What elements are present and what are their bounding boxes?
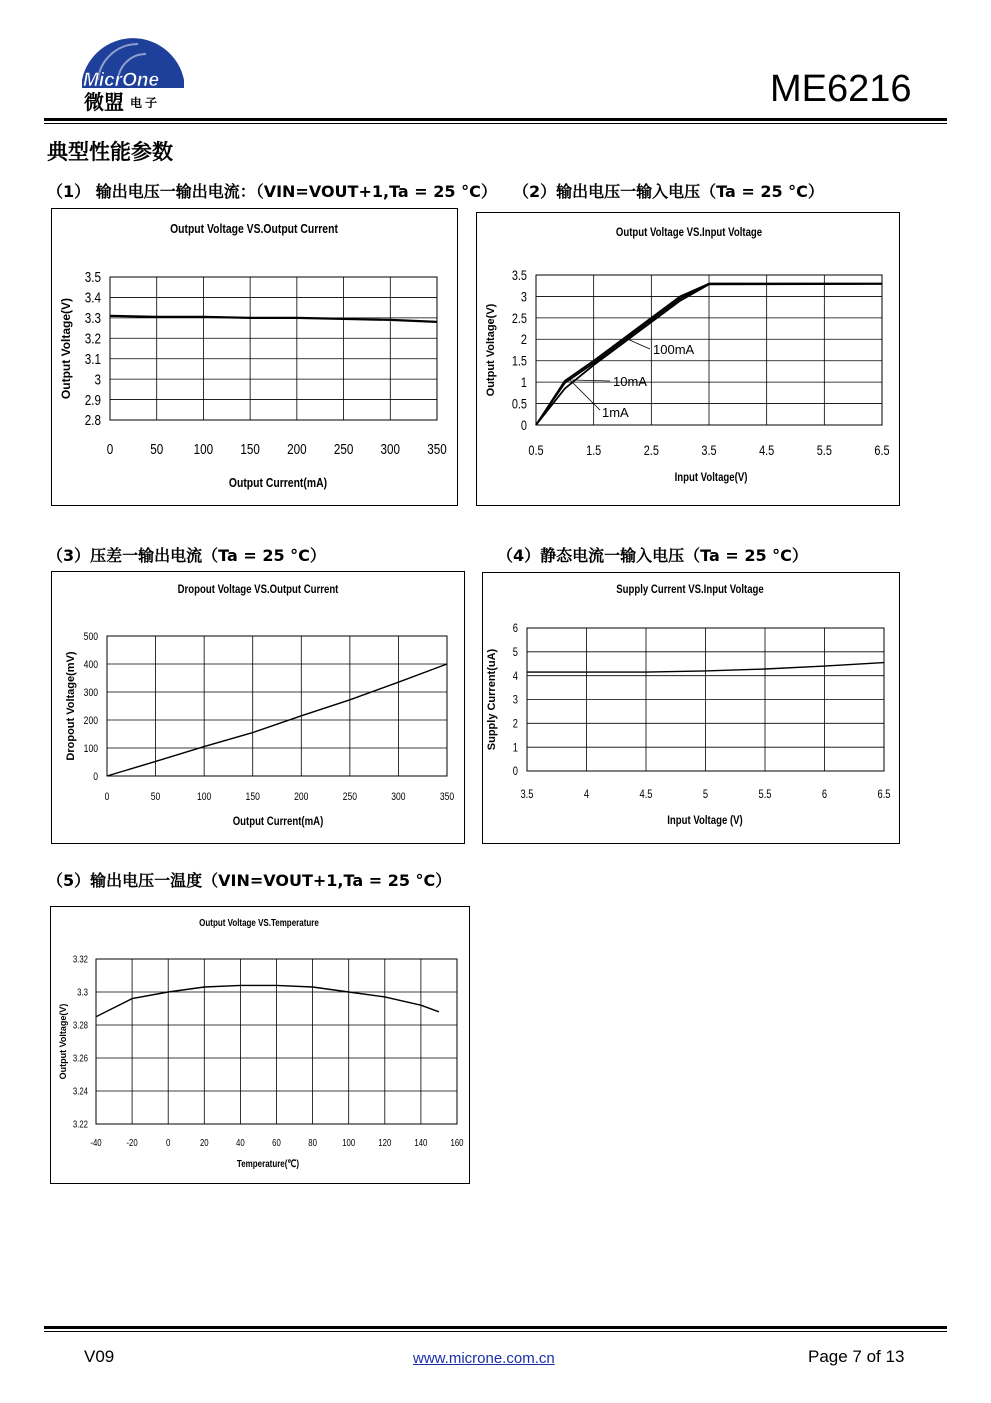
x-tick-label: 20	[199, 1137, 209, 1149]
x-tick-label: 250	[342, 791, 358, 804]
x-axis-label: Output Current(mA)	[228, 475, 328, 491]
y-tick-label: 3.22	[72, 1118, 88, 1130]
x-axis-label: Input Voltage (V)	[667, 814, 743, 828]
x-tick-label: 300	[380, 440, 401, 458]
x-tick-label: 200	[287, 440, 307, 458]
y-tick-label: 500	[83, 630, 98, 644]
y-tick-label: 6	[512, 622, 518, 636]
y-tick-label: 5	[512, 645, 518, 660]
part-number: ME6216	[770, 68, 912, 110]
x-tick-label: 6.5	[874, 442, 890, 459]
y-tick-label: 2	[520, 331, 527, 348]
x-tick-label: 4	[583, 787, 590, 802]
logo-cn-small: 电子	[130, 96, 161, 110]
x-axis-label: Output Current(mA)	[232, 815, 324, 829]
footer-version: V09	[84, 1347, 115, 1366]
y-axis-label: Output Voltage(V)	[485, 303, 497, 397]
y-tick-label: 2.8	[84, 411, 101, 429]
y-tick-label: 400	[83, 658, 98, 672]
x-tick-label: 150	[240, 440, 260, 458]
y-tick-label: 3	[520, 289, 527, 305]
x-tick-label: 6.5	[877, 787, 891, 802]
caption-5: （5）输出电压一温度（VIN=VOUT+1,Ta = 25 °C）	[47, 871, 452, 890]
x-tick-label: 2.5	[643, 442, 659, 459]
x-tick-label: 60	[272, 1137, 281, 1149]
annotation-leader	[568, 378, 600, 410]
chart4	[486, 583, 891, 827]
caption-2: （2）输出电压一输入电压（Ta = 25 °C）	[513, 182, 824, 201]
x-tick-label: 4.5	[759, 442, 775, 459]
y-tick-label: 0	[520, 417, 527, 434]
y-tick-label: 3	[94, 371, 101, 388]
x-tick-label: 100	[193, 440, 214, 458]
y-tick-label: 2	[512, 717, 518, 731]
x-tick-label: 0	[106, 440, 114, 458]
x-tick-label: 120	[378, 1137, 392, 1149]
logo-text: MicrOne	[83, 70, 160, 91]
chart3	[65, 583, 455, 828]
y-tick-label: 2.5	[511, 310, 527, 327]
x-tick-label: 0	[166, 1137, 171, 1149]
x-tick-label: 100	[342, 1137, 356, 1149]
x-tick-label: 4.5	[639, 787, 653, 802]
x-tick-label: 1.5	[586, 442, 602, 459]
y-tick-label: 3.26	[72, 1052, 88, 1064]
y-tick-label: 3.2	[84, 330, 101, 347]
footer-rule-thin	[44, 1331, 947, 1332]
y-tick-label: 0	[93, 770, 98, 784]
y-tick-label: 200	[83, 714, 98, 728]
chart-title: Output Voltage VS.Output Current	[170, 221, 338, 237]
y-axis-label: Output Voltage(V)	[59, 297, 73, 400]
x-tick-label: 140	[414, 1137, 428, 1149]
chart-title: Supply Current VS.Input Voltage	[616, 583, 764, 597]
annotation-label: 10mA	[613, 374, 647, 389]
y-tick-label: 3.5	[511, 267, 527, 284]
x-tick-label: 150	[245, 791, 260, 804]
x-tick-label: 5.5	[758, 787, 772, 802]
y-tick-label: 3.3	[77, 986, 88, 998]
chart2	[485, 226, 890, 484]
series-line-Vout	[96, 985, 439, 1016]
x-tick-label: 160	[450, 1137, 464, 1149]
chart-title: Output Voltage VS.Temperature	[199, 917, 319, 929]
y-axis-label: Dropout Voltage(mV)	[65, 651, 77, 761]
x-tick-label: 200	[294, 791, 309, 804]
y-tick-label: 0	[512, 765, 518, 779]
x-tick-label: 250	[333, 440, 354, 458]
x-tick-label: 0	[104, 791, 110, 804]
plot-area	[107, 636, 447, 776]
x-tick-label: 3.5	[520, 787, 534, 802]
y-tick-label: 1.5	[511, 353, 527, 369]
y-tick-label: 3.32	[72, 953, 88, 965]
y-tick-label: 3	[512, 693, 518, 708]
x-tick-label: 50	[150, 440, 164, 458]
x-tick-label: 80	[308, 1137, 317, 1149]
y-tick-label: 3.28	[72, 1019, 88, 1031]
y-tick-label: 3.24	[72, 1085, 88, 1097]
annotation-leader	[572, 380, 610, 381]
y-tick-label: 3.4	[84, 289, 101, 307]
footer-rule	[44, 1326, 947, 1329]
y-tick-label: 1	[520, 374, 527, 391]
y-tick-label: 4	[512, 669, 518, 684]
x-axis-label: Input Voltage(V)	[674, 471, 748, 485]
y-tick-label: 2.9	[84, 391, 101, 409]
series-line-Vout	[110, 316, 437, 322]
y-tick-label: 3.5	[84, 268, 101, 286]
y-axis-label: Output Voltage(V)	[58, 1003, 68, 1080]
x-axis-label: Temperature(℃)	[236, 1158, 300, 1170]
chart5	[58, 917, 464, 1169]
y-tick-label: 100	[83, 742, 98, 756]
x-tick-label: 300	[391, 791, 406, 804]
chart1	[59, 222, 447, 490]
y-tick-label: 300	[83, 686, 98, 700]
chart-title: Output Voltage VS.Input Voltage	[615, 226, 763, 240]
x-tick-label: -40	[90, 1137, 102, 1149]
y-tick-label: 3.1	[84, 350, 101, 368]
x-tick-label: 0.5	[528, 442, 544, 459]
x-tick-label: 100	[196, 791, 212, 804]
caption-1: （1） 输出电压一输出电流：（VIN=VOUT+1,Ta = 25 °C）	[47, 182, 497, 201]
x-tick-label: 40	[236, 1137, 245, 1149]
x-tick-label: -20	[126, 1137, 138, 1149]
annotation-label: 1mA	[602, 405, 629, 420]
x-tick-label: 5.5	[816, 442, 832, 459]
section-title: 典型性能参数	[47, 140, 173, 164]
x-tick-label: 50	[150, 791, 161, 804]
x-tick-label: 6	[821, 787, 828, 802]
x-tick-label: 3.5	[701, 442, 717, 459]
footer-page-number: Page 7 of 13	[808, 1347, 905, 1366]
caption-3: （3）压差一输出电流（Ta = 25 °C）	[47, 546, 326, 565]
x-tick-label: 5	[702, 787, 709, 802]
x-tick-label: 350	[439, 791, 455, 804]
plot-area	[110, 277, 437, 420]
x-tick-label: 350	[427, 440, 447, 458]
y-tick-label: 1	[512, 741, 518, 755]
y-tick-label: 0.5	[511, 396, 527, 412]
y-tick-label: 3.3	[84, 309, 101, 327]
footer-url-link[interactable]: www.microne.com.cn	[413, 1350, 555, 1367]
caption-4: （4）静态电流一输入电压（Ta = 25 °C）	[497, 546, 808, 565]
annotation-label: 100mA	[653, 342, 695, 357]
chart-title: Dropout Voltage VS.Output Current	[177, 583, 339, 597]
logo-cn: 微盟	[84, 90, 124, 114]
y-axis-label: Supply Current(uA)	[486, 648, 498, 751]
